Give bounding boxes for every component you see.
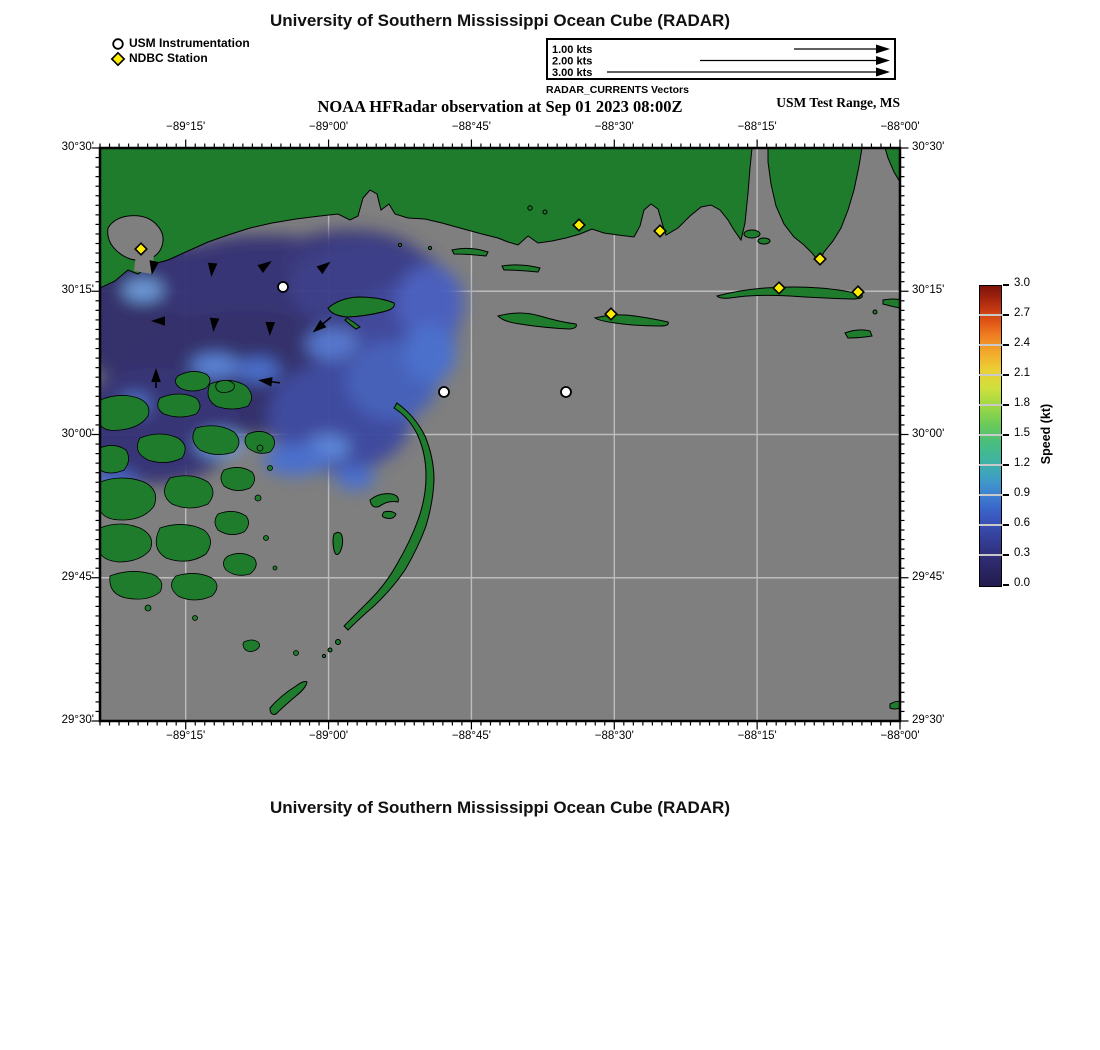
y-tick-label-left: 30°30' — [61, 141, 94, 153]
colorbar-tick-label: 2.7 — [1014, 307, 1030, 319]
x-tick-label-top: −88°45' — [451, 121, 491, 133]
y-tick-label-right: 30°15' — [912, 284, 945, 297]
colorbar-level-line — [979, 524, 1003, 526]
y-tick-label-left: 30°00' — [61, 427, 94, 440]
colorbar-level-line — [979, 464, 1003, 466]
speed-blob — [335, 466, 375, 490]
colorbar-tick-label: 0.3 — [1014, 547, 1030, 559]
colorbar-level-line — [979, 344, 1003, 346]
y-tick-label-left: 29°45' — [61, 570, 94, 583]
vector-scale-row-label: 3.00 kts — [552, 67, 593, 78]
colorbar-tick-label: 3.0 — [1014, 277, 1030, 289]
island-speck — [398, 243, 401, 246]
test-range-label: USM Test Range, MS — [776, 95, 900, 110]
land-islet — [758, 238, 770, 244]
colorbar-level-line — [979, 314, 1003, 316]
colorbar-title: Speed (kt) — [1039, 403, 1053, 465]
colorbar-level-line — [979, 554, 1003, 556]
scale-arrowhead — [876, 56, 890, 65]
x-tick-label-bottom: −89°15' — [166, 730, 206, 742]
colorbar-tick — [1003, 314, 1009, 316]
x-tick-label-top: −88°30' — [594, 121, 634, 133]
y-tick-label-right: 29°30' — [912, 714, 945, 726]
y-tick-label-left: 29°30' — [61, 714, 94, 726]
x-tick-label-top: −88°00' — [880, 121, 920, 133]
map-canvas — [86, 134, 914, 735]
colorbar-tick — [1003, 404, 1009, 406]
colorbar-tick-label: 1.8 — [1014, 397, 1030, 409]
x-tick-label-bottom: −89°00' — [309, 730, 349, 742]
legend-label-usm: USM Instrumentation — [129, 36, 250, 50]
scale-arrowhead — [876, 68, 890, 77]
colorbar-tick — [1003, 584, 1009, 586]
colorbar-level-line — [979, 494, 1003, 496]
colorbar-tick — [1003, 374, 1009, 376]
colorbar-tick-label: 0.0 — [1014, 577, 1030, 589]
bottom-title: University of Southern Mississippi Ocean Cube (RADAR) — [269, 798, 730, 817]
x-tick-label-bottom: −88°30' — [594, 730, 634, 742]
usm-station-marker — [439, 387, 449, 397]
colorbar-tick — [1003, 554, 1009, 556]
colorbar-tick-label: 0.9 — [1014, 487, 1030, 499]
island-speck — [336, 640, 341, 645]
island-speck — [528, 206, 532, 210]
island-west-of-arc — [382, 511, 396, 518]
colorbar-level-line — [979, 404, 1003, 406]
island-speck — [873, 310, 877, 314]
x-tick-label-bottom: −88°45' — [451, 730, 491, 742]
ndbc-station-icon — [110, 51, 126, 67]
x-tick-label-bottom: −88°15' — [737, 730, 777, 742]
x-tick-label-top: −89°00' — [309, 121, 349, 133]
colorbar-tick-label: 0.6 — [1014, 517, 1030, 529]
colorbar-tick — [1003, 524, 1009, 526]
observation-subtitle: NOAA HFRadar observation at Sep 01 2023 08:00Z — [317, 97, 683, 116]
usm-instrumentation-icon — [110, 36, 126, 52]
x-tick-label-top: −88°15' — [737, 121, 777, 133]
usm-station-marker — [278, 282, 288, 292]
y-tick-label-right: 29°45' — [912, 570, 945, 583]
speed-blob — [404, 323, 456, 383]
island-speck — [322, 654, 325, 657]
colorbar-tick-label: 2.1 — [1014, 367, 1030, 379]
colorbar-tick — [1003, 464, 1009, 466]
colorbar-tick-label: 2.4 — [1014, 337, 1030, 349]
y-tick-label-right: 30°30' — [912, 141, 945, 153]
vector-scale-box — [546, 38, 896, 80]
island-speck — [328, 648, 332, 652]
land-islet — [744, 230, 760, 238]
legend-label-ndbc: NDBC Station — [129, 51, 208, 65]
scale-arrowhead — [876, 45, 890, 54]
vector-scale-arrows — [548, 40, 894, 78]
x-tick-label-top: −89°15' — [166, 121, 206, 133]
speed-blob — [236, 358, 280, 382]
colorbar-tick — [1003, 494, 1009, 496]
speed-colorbar — [979, 285, 1002, 587]
map-legend — [110, 36, 250, 66]
x-tick-label-bottom: −88°00' — [880, 730, 920, 742]
vector-scale-row-label: 2.00 kts — [552, 55, 593, 68]
colorbar-tick — [1003, 344, 1009, 346]
usm-station-marker — [561, 387, 571, 397]
legend-row-usm — [110, 36, 250, 51]
island-speck — [428, 246, 431, 249]
speed-blob — [306, 328, 358, 360]
colorbar-level-line — [979, 374, 1003, 376]
colorbar-level-line — [979, 434, 1003, 436]
vector-scale-row-label: 1.00 kts — [552, 44, 593, 56]
y-tick-label-right: 30°00' — [912, 427, 945, 440]
vector-scale-caption: RADAR_CURRENTS Vectors — [546, 84, 689, 96]
speed-blob — [123, 279, 163, 301]
colorbar-tick-label: 1.2 — [1014, 457, 1030, 469]
y-tick-label-left: 30°15' — [61, 284, 94, 297]
page-title: University of Southern Mississippi Ocean Cube (RADAR) — [269, 11, 730, 30]
island-speck — [543, 210, 547, 214]
colorbar-tick — [1003, 434, 1009, 436]
colorbar-tick-label: 1.5 — [1014, 427, 1030, 439]
legend-row-ndbc — [110, 51, 250, 66]
colorbar-tick — [1003, 284, 1009, 286]
